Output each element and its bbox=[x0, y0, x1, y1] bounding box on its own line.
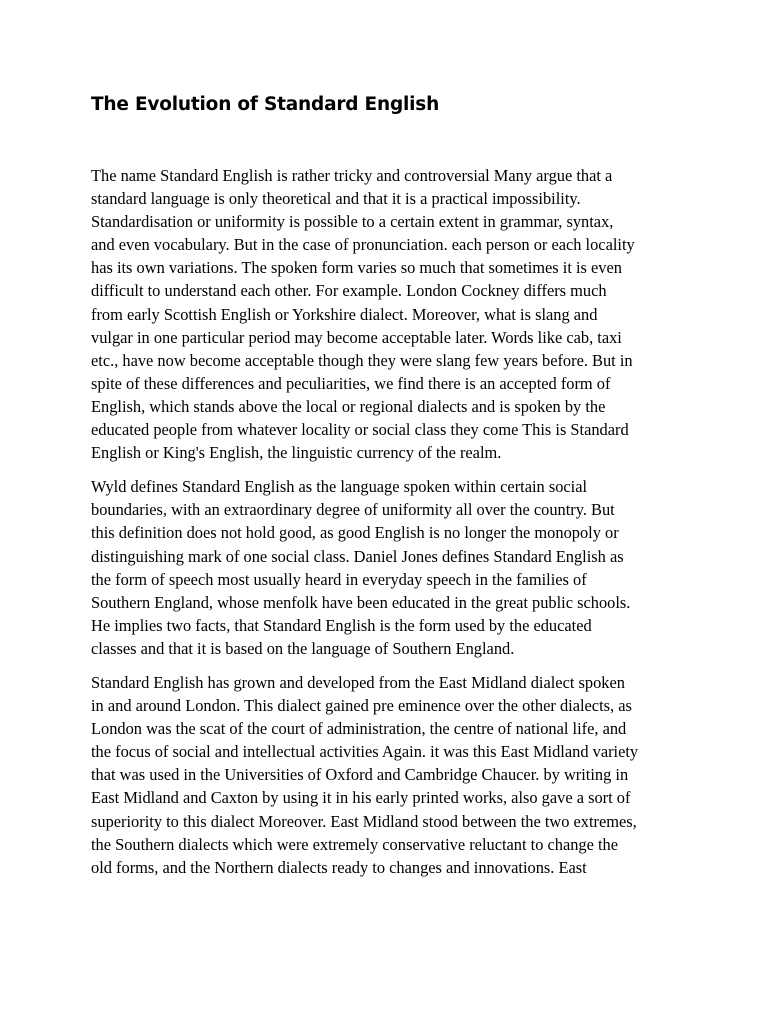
text-line: classes and that it is based on the language of Southern England. bbox=[91, 638, 515, 658]
text-line: the form of speech most usually heard in everyday speech in the families of bbox=[91, 569, 587, 589]
text-line: the Southern dialects which were extremely conservative reluctant to change the bbox=[91, 834, 619, 854]
text-line: that was used in the Universities of Oxford and Cambridge Chaucer. by writing in bbox=[91, 765, 629, 785]
text-line: old forms, and the Northern dialects ready to changes and innovations. East bbox=[91, 857, 587, 877]
text-line: Standard English has grown and developed from the East Midland dialect spoken bbox=[91, 672, 625, 692]
text-line: this definition does not hold good, as good English is no longer the monopoly or bbox=[91, 523, 619, 543]
text-line: in and around London. This dialect gained pre eminence over the other dialects, as bbox=[91, 696, 632, 716]
text-line: Standardisation or uniformity is possible to a certain extent in grammar, syntax, bbox=[91, 212, 614, 232]
text-line: English, which stands above the local or regional dialects and is spoken by the bbox=[91, 396, 606, 416]
document-title: The Evolution of Standard English bbox=[91, 94, 440, 115]
text-line: Southern England, whose menfolk have been educated in the great public schools. bbox=[91, 592, 631, 612]
text-line: London was the scat of the court of administration, the centre of national life, and bbox=[91, 719, 627, 739]
text-line: the focus of social and intellectual activities Again. it was this East Midland variety bbox=[91, 742, 639, 762]
paragraph-1 bbox=[91, 164, 681, 464]
text-line: superiority to this dialect Moreover. East Midland stood between the two extremes, bbox=[91, 811, 637, 831]
text-line: standard language is only theoretical and that it is a practical impossibility. bbox=[91, 189, 581, 209]
paragraph-3 bbox=[91, 671, 681, 879]
text-line: He implies two facts, that Standard English is the form used by the educated bbox=[91, 615, 592, 635]
text-line: distinguishing mark of one social class. Daniel Jones defines Standard English as bbox=[91, 546, 624, 566]
text-line: has its own variations. The spoken form varies so much that sometimes it is even bbox=[91, 258, 622, 278]
text-line: boundaries, with an extraordinary degree of uniformity all over the country. But bbox=[91, 500, 615, 520]
text-line: East Midland and Caxton by using it in his early printed works, also gave a sort of bbox=[91, 788, 631, 808]
text-line: vulgar in one particular period may become acceptable later. Words like cab, taxi bbox=[91, 327, 622, 347]
document-body bbox=[91, 164, 681, 890]
text-line: etc., have now become acceptable though they were slang few years before. But in bbox=[91, 350, 633, 370]
text-line: educated people from whatever locality or social class they come This is Standard bbox=[91, 420, 629, 440]
paragraph-2 bbox=[91, 475, 681, 660]
text-line: and even vocabulary. But in the case of pronunciation. each person or each locality bbox=[91, 235, 635, 255]
text-line: The name Standard English is rather tricky and controversial Many argue that a bbox=[91, 166, 613, 185]
text-line: Wyld defines Standard English as the language spoken within certain social bbox=[91, 477, 588, 497]
text-line: spite of these differences and peculiarities, we find there is an accepted form of bbox=[91, 373, 611, 393]
text-line: difficult to understand each other. For example. London Cockney differs much bbox=[91, 281, 607, 301]
text-line: from early Scottish English or Yorkshire dialect. Moreover, what is slang and bbox=[91, 304, 598, 324]
text-line: English or King's English, the linguistic currency of the realm. bbox=[91, 443, 502, 463]
